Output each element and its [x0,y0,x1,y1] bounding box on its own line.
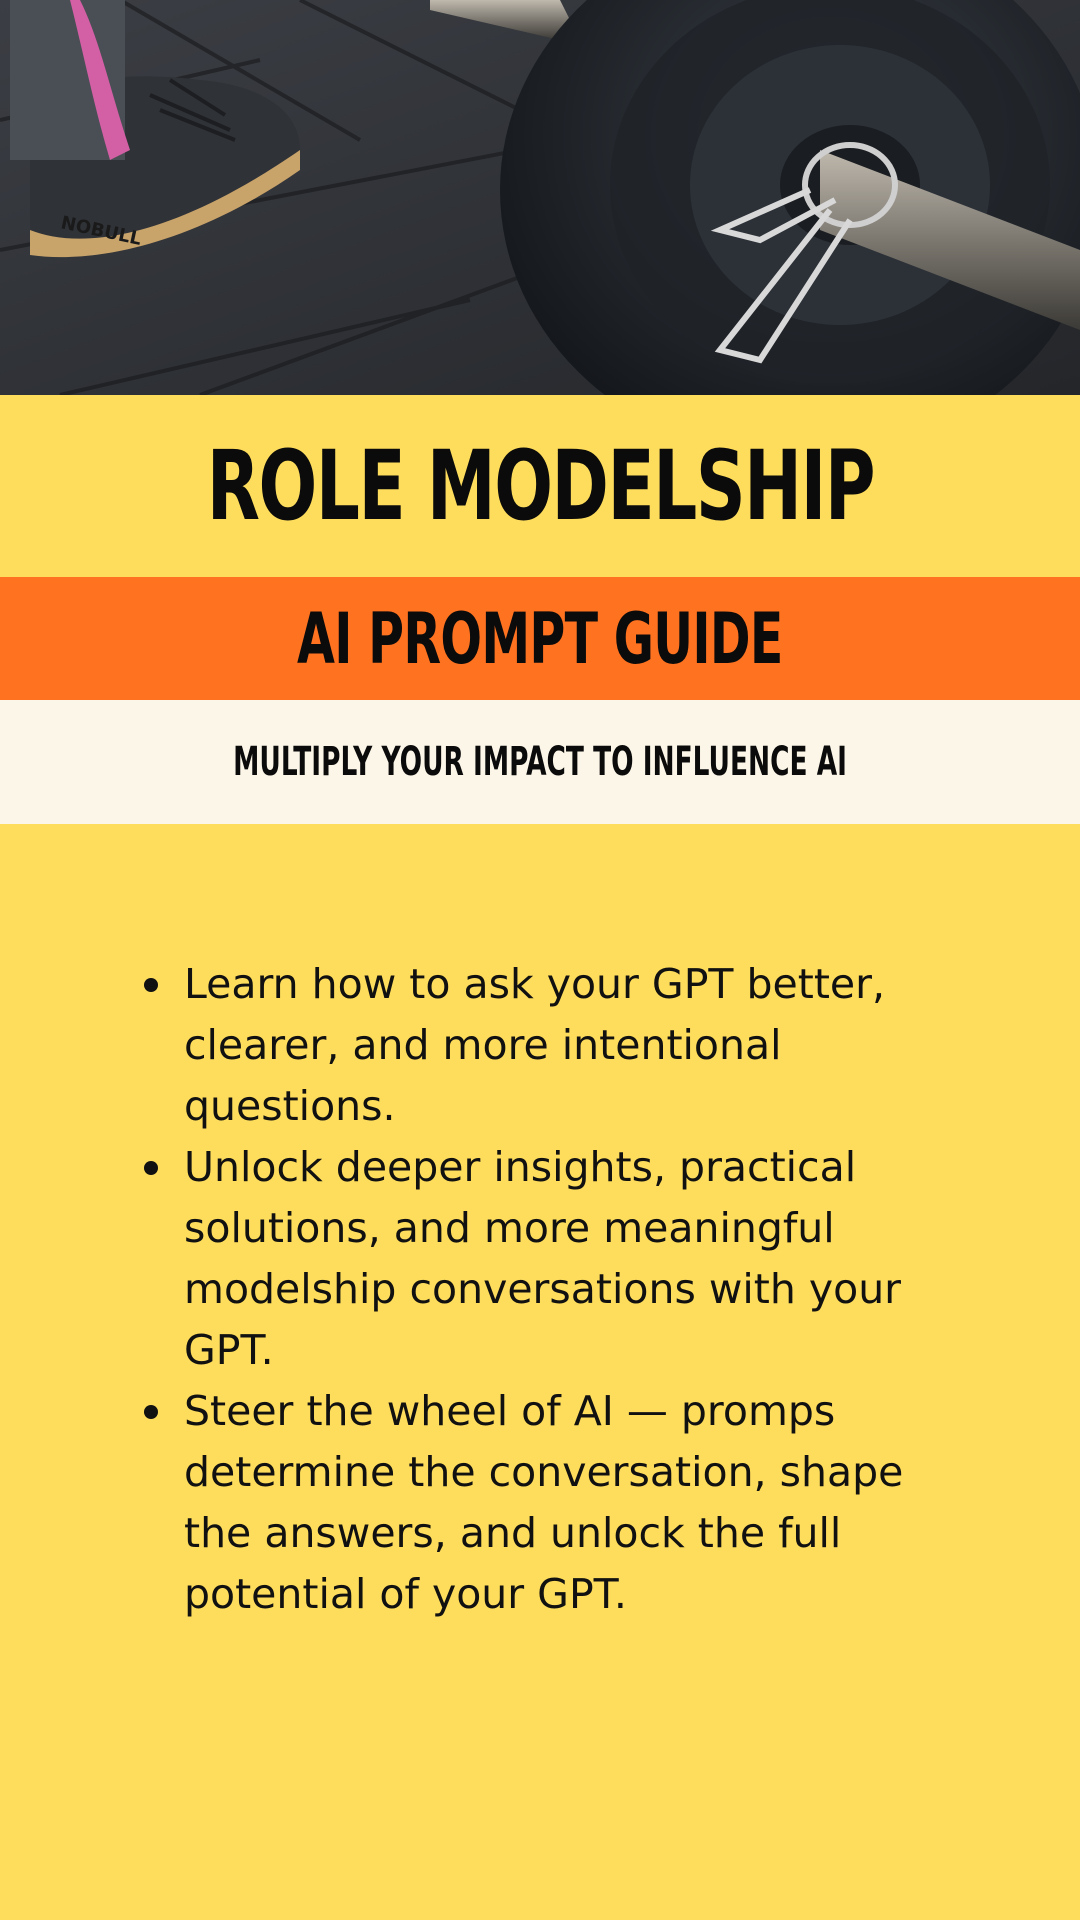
bullet-list [140,954,940,1625]
bullet-text: Steer the wheel of AI — promps determine the conversation, shape the answers, and unlock the full potential of your GPT. [184,1387,904,1618]
list-item [140,1137,940,1381]
bullet-icon [144,1161,158,1175]
list-item [140,1381,940,1625]
bullet-text: Unlock deeper insights, practical solutions, and more meaningful modelship conversations with your GPT. [184,1143,902,1374]
subtitle-band [0,577,1080,700]
barbell-photo-icon [0,0,1080,395]
content-section [0,824,1080,1920]
tagline: MULTIPLY YOUR IMPACT TO INFLUENCE AI [233,739,847,785]
title-band [0,395,1080,577]
hero-image [0,0,1080,395]
shoe-brand-label: NOBULL [58,212,144,250]
bullet-icon [144,978,158,992]
page-title: ROLE MODELSHIP [206,430,874,542]
tagline-band [0,700,1080,824]
page-subtitle: AI PROMPT GUIDE [297,597,783,680]
bullet-text: Learn how to ask your GPT better, clearer, and more intentional questions. [184,960,886,1130]
list-item [140,954,940,1137]
bullet-icon [144,1405,158,1419]
